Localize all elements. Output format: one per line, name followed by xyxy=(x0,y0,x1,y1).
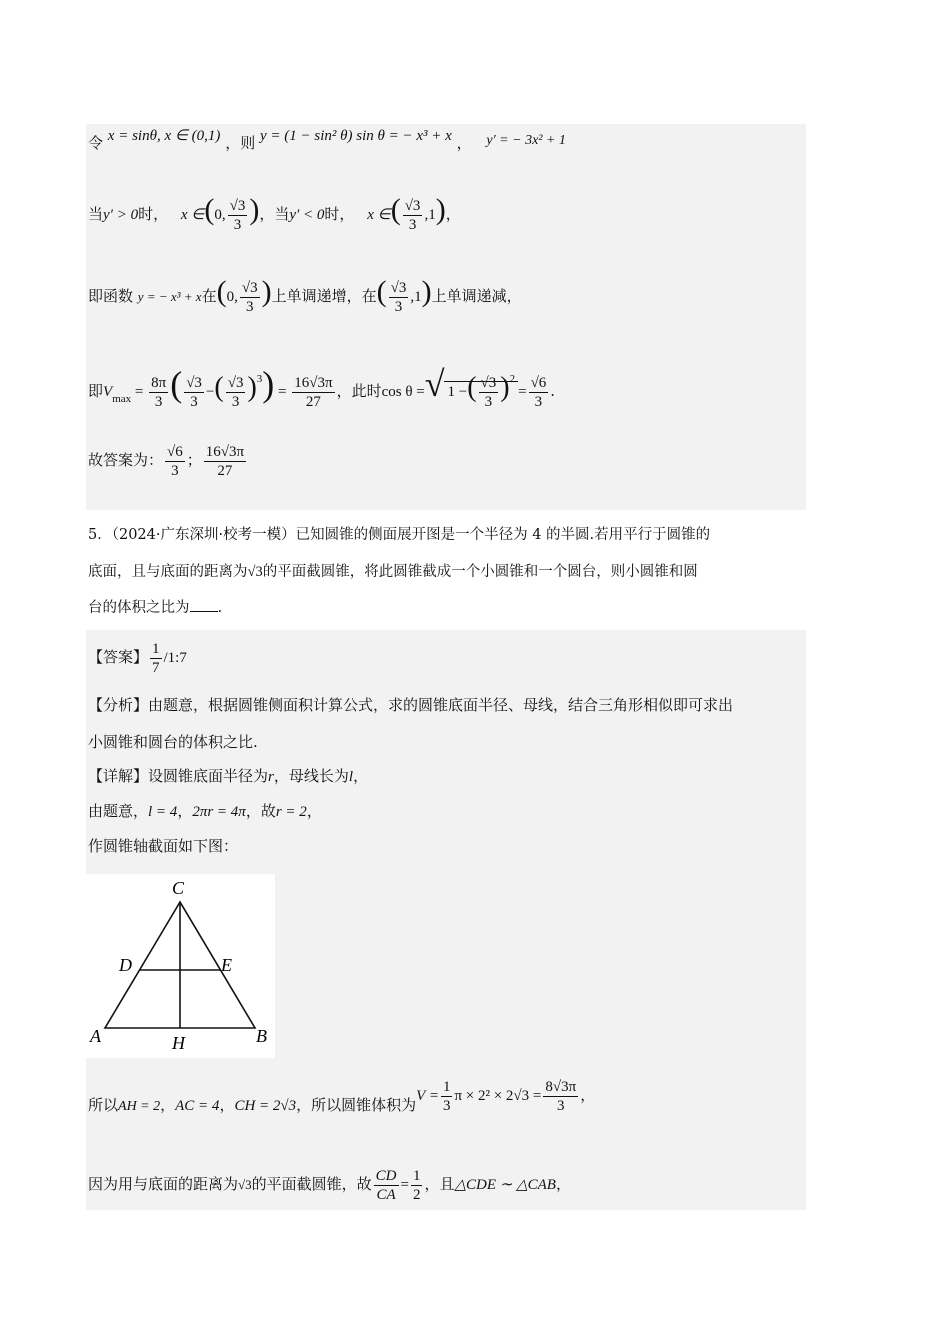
frac-sqrt3-3: $\frac{√3}{3}$ xyxy=(404,197,421,233)
sol1-line4: 即$V_{max}$ = $\frac{8\pi}{3}$ ( $\frac{√3}{3}$ −( $\frac{√3}{3}$ )$^3$) = $\frac{16√3\pi}{27}$ ，此时cos θ =√ 1 −( $\frac{√3}{3}$ )$^2$= $\frac{√6}{3}$ . xyxy=(88,364,556,410)
label-h: H xyxy=(172,1033,185,1053)
triangle-diagram xyxy=(86,874,275,1058)
problem5-line2: 底面，且与底面的距离为√3的平面截圆锥，将此圆锥截成一个小圆锥和一个圆台，则小圆锥和圆 xyxy=(88,564,698,580)
detail-line3: 作圆锥轴截面如下图： xyxy=(88,837,239,855)
frac-sqrt3-3: $\frac{√3}{3}$ xyxy=(229,197,246,233)
detail-line5: 因为用与底面的距离为√3的平面截圆锥，故 $\frac{CD}{CA}$ = $\frac{1}{2}$ ，且△CDE ∼ △CAB， xyxy=(88,1167,571,1203)
detail-line4: 所以AH = 2，AC = 4，CH = 2√3，所以圆锥体积为V = $\frac{1}{3}$ π × 2² × 2√3 = $\frac{8√3\pi}{3}$ ， xyxy=(88,1078,596,1114)
sol1-line1: 令 x = sinθ, x ∈ (0,1) ，则 y = (1 − sin² θ) sin θ = − x³ + x ， y′ = − 3x² + 1 xyxy=(88,128,566,152)
frac-8pi-3: $\frac{8\pi}{3}$ xyxy=(151,374,167,410)
frac-sqrt3-3: $\frac{√3}{3}$ xyxy=(241,279,258,315)
detail-line2: 由题意，l = 4，2πr = 4π，故r = 2， xyxy=(88,802,322,820)
label-b: B xyxy=(256,1026,267,1046)
answer-blank xyxy=(190,611,218,612)
cone-axial-section-figure xyxy=(86,874,275,1058)
frac-16sqrt3pi-27: $\frac{16√3\pi}{27}$ xyxy=(294,374,333,410)
label-e: E xyxy=(221,955,232,975)
detail-line1: 【详解】设圆锥底面半径为r，母线长为l， xyxy=(88,767,369,785)
problem5-line3: 台的体积之比为 . xyxy=(88,600,223,616)
label-d: D xyxy=(119,955,132,975)
analysis-line1: 【分析】由题意，根据圆锥侧面积计算公式，求的圆锥底面半径、母线，结合三角形相似即可求出 xyxy=(88,696,734,714)
analysis-line2: 小圆锥和圆台的体积之比. xyxy=(88,733,258,751)
sol1-line2: 当y′ > 0时， x ∈(0, $\frac{√3}{3}$ )，当y′ < 0时， x ∈( $\frac{√3}{3}$ ,1)， xyxy=(88,193,461,233)
frac-sqrt3-3: $\frac{√3}{3}$ xyxy=(390,279,407,315)
sol1-line5: 故答案为： $\frac{√6}{3}$ ； $\frac{16√3\pi}{27}$ xyxy=(88,443,245,479)
problem5-line1: 5．（2024·广东深圳·校考一模）已知圆锥的侧面展开图是一个半径为 4 的半圆.若用平行于圆锥的 xyxy=(88,527,711,543)
sol1-line3: 即函数 y = − x³ + x在(0, $\frac{√3}{3}$ )上单调递增，在( $\frac{√3}{3}$ ,1)上单调递减， xyxy=(88,275,522,315)
label-c: C xyxy=(172,878,185,898)
answer-line: 【答案】 $\frac{1}{7}$ /1:7 xyxy=(88,640,187,676)
label-a: A xyxy=(90,1026,101,1046)
